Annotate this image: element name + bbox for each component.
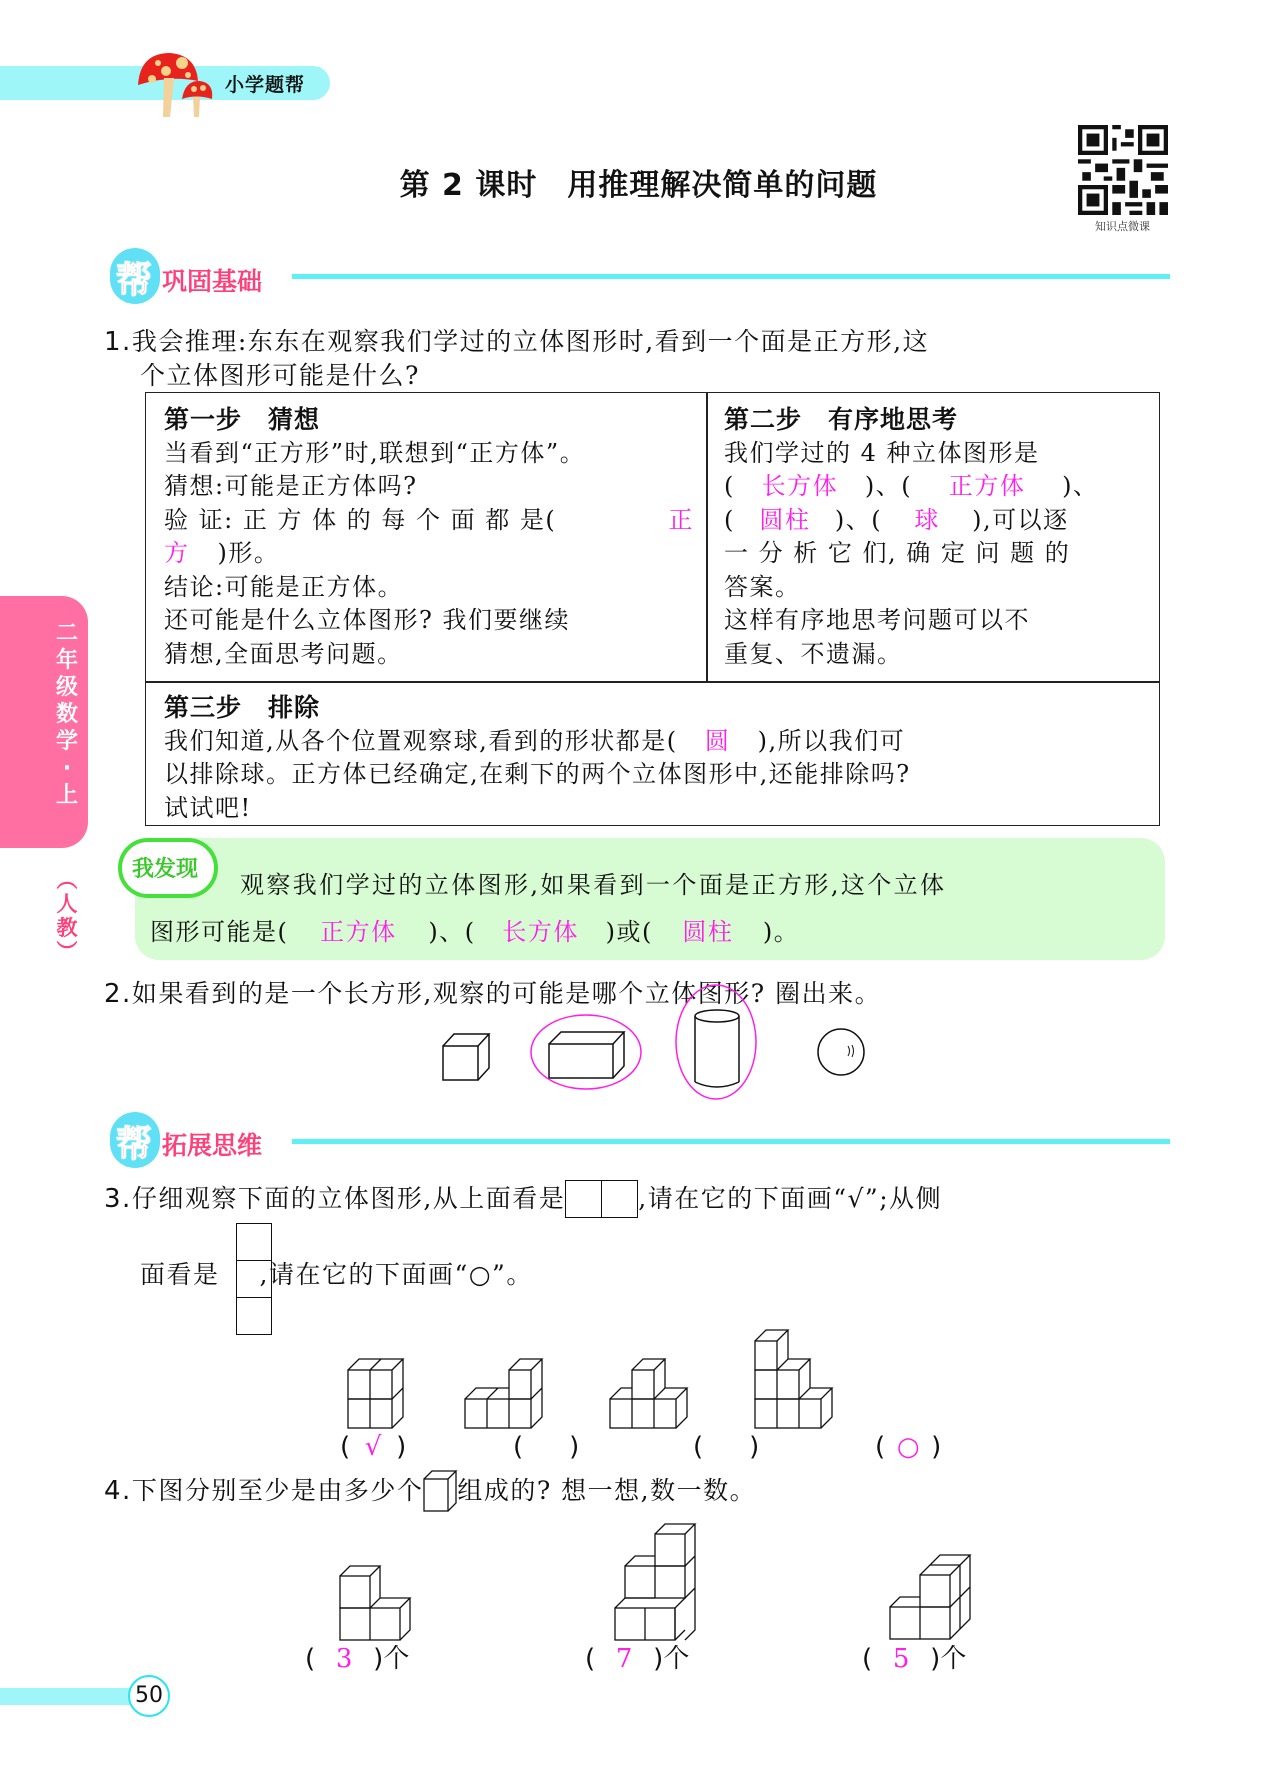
edition-label: ︵ 人 教 ︶ bbox=[56, 868, 78, 964]
section-title: 巩固基础 bbox=[162, 267, 263, 296]
lesson-topic: 用推理解决简单的问题 bbox=[567, 168, 878, 203]
section-header-extend bbox=[110, 1112, 310, 1168]
step-2-cell: 第二步 有序地思考 我们学过的 4 种立体图形是 ( 长方体 )、( 正方体 )、 ( 圆柱 )、( 球 ),可以逐 一 分 析 它 们, 确 定 问 题 的 答案。 这样有序地思考问题可以不 重复、不遗漏。 bbox=[724, 403, 1149, 671]
step-text: )形。 bbox=[217, 539, 280, 567]
question-4 bbox=[104, 1470, 756, 1512]
question-3-line-2 bbox=[140, 1258, 533, 1292]
step-text: ),可以逐 bbox=[972, 505, 1069, 534]
answer-text: 长方体 bbox=[761, 472, 839, 500]
question-text: ,请在它的下面画“○”。 bbox=[259, 1260, 533, 1289]
answer-text: 正方体 bbox=[320, 918, 397, 946]
answer-text: 长方体 bbox=[502, 918, 579, 946]
section-badge: 帮 bbox=[116, 1124, 153, 1165]
cuboid-shape[interactable] bbox=[549, 1032, 624, 1078]
discovery-text: )。 bbox=[762, 918, 800, 946]
section-badge: 帮 bbox=[116, 260, 153, 301]
step-heading: 第二步 有序地思考 bbox=[724, 405, 959, 434]
question-text: 我会推理:东东在观察我们学过的立体图形时,看到一个面是正方形,这 bbox=[131, 327, 930, 356]
question-text: 如果看到的是一个长方形,观察的可能是哪个立体图形? 圈出来。 bbox=[131, 979, 882, 1008]
q3-answer-d[interactable]: ( ○ ) bbox=[875, 1432, 942, 1462]
discovery-text: 观察我们学过的立体图形,如果看到一个面是正方形,这个立体 bbox=[240, 871, 947, 899]
q3-answer-b[interactable]: ( ) bbox=[513, 1432, 580, 1462]
figure-b bbox=[465, 1359, 542, 1428]
reasoning-table bbox=[145, 392, 1160, 826]
discovery-text: )、( bbox=[428, 918, 476, 946]
figure-3-cubes bbox=[340, 1566, 410, 1640]
step-heading: 第一步 猜想 bbox=[164, 405, 321, 434]
discovery-text: 图形可能是( bbox=[150, 918, 289, 946]
page-number: 50 bbox=[128, 1675, 170, 1717]
q2-shapes bbox=[430, 1010, 880, 1120]
step-text: 我们知道,从各个位置观察球,看到的形状都是( bbox=[164, 726, 678, 755]
question-text: 组成的? 想一想,数一数。 bbox=[457, 1476, 757, 1505]
q4-figures bbox=[330, 1510, 1010, 1640]
answer-text: 正方体 bbox=[948, 472, 1026, 500]
question-number: 2. bbox=[104, 979, 132, 1009]
answer-text: 球 bbox=[914, 505, 940, 534]
question-text: 面看是 bbox=[140, 1260, 220, 1289]
step-text: 一 分 析 它 们, 确 定 问 题 的 bbox=[724, 539, 1071, 567]
figure-d bbox=[755, 1330, 832, 1428]
answer-text: 圆柱 bbox=[759, 505, 811, 534]
question-number: 1. bbox=[104, 327, 132, 357]
q3-answer-c[interactable]: ( ) bbox=[693, 1432, 760, 1462]
cube-shape[interactable] bbox=[443, 1034, 489, 1080]
mushroom-icon bbox=[130, 45, 220, 115]
q4-answer-b[interactable]: ( 7 )个 bbox=[585, 1644, 690, 1674]
discovery-badge bbox=[118, 838, 222, 910]
answer-text: 正 bbox=[668, 505, 694, 534]
q4-answer-c[interactable]: ( 5 )个 bbox=[862, 1644, 967, 1674]
cylinder-shape[interactable] bbox=[695, 1010, 739, 1087]
step-text: 试试吧! bbox=[164, 793, 252, 822]
step-text: 猜想,全面思考问题。 bbox=[164, 639, 403, 668]
q3-answer-a[interactable]: ( √ ) bbox=[340, 1432, 407, 1462]
question-text: 仔细观察下面的立体图形,从上面看是 bbox=[131, 1184, 566, 1213]
answer-text: 方 bbox=[164, 539, 190, 567]
q4-answer-a[interactable]: ( 3 )个 bbox=[305, 1644, 410, 1674]
step-heading: 第三步 排除 bbox=[164, 693, 321, 722]
table-divider bbox=[706, 393, 708, 681]
question-number: 3. bbox=[104, 1184, 132, 1214]
sphere-shape[interactable] bbox=[818, 1029, 864, 1075]
qr-label: 知识点微课 bbox=[1095, 220, 1150, 233]
step-text: 猜想:可能是正方体吗? bbox=[164, 472, 418, 500]
figure-a bbox=[348, 1359, 403, 1428]
question-2 bbox=[104, 977, 881, 1011]
lesson-number: 第 2 课时 bbox=[399, 168, 538, 203]
brand-name: 小学题帮 bbox=[225, 74, 306, 96]
unit-cube-icon bbox=[423, 1470, 457, 1512]
step-1-cell bbox=[164, 403, 694, 671]
section-divider bbox=[292, 274, 1170, 279]
discovery-text: )或( bbox=[605, 918, 653, 946]
figure-5-cubes bbox=[890, 1555, 970, 1639]
question-text: 个立体图形可能是什么? bbox=[140, 361, 420, 390]
discovery-label: 我发现 bbox=[132, 857, 199, 882]
qr-code[interactable] bbox=[1078, 125, 1168, 215]
section-title: 拓展思维 bbox=[162, 1131, 263, 1160]
step-text: ),所以我们可 bbox=[757, 726, 906, 755]
section-divider bbox=[292, 1139, 1170, 1144]
section-header-basic bbox=[110, 248, 310, 304]
question-text: ,请在它的下面画“√”;从侧 bbox=[638, 1184, 943, 1213]
top-view-figure bbox=[565, 1180, 638, 1218]
step-text: 我们学过的 4 种立体图形是 bbox=[724, 438, 1040, 467]
discovery-answer-line bbox=[150, 915, 799, 949]
grade-label: 二 年 级 数 学 · 上 bbox=[55, 621, 78, 808]
question-3-line-1 bbox=[104, 1180, 942, 1218]
footer-band bbox=[0, 1688, 135, 1705]
step-text: 重复、不遗漏。 bbox=[724, 639, 903, 668]
answer-text: 圆 bbox=[704, 726, 731, 755]
step-3-cell bbox=[164, 691, 1144, 825]
step-text: 答案。 bbox=[724, 572, 801, 601]
step-text: 以排除球。正方体已经确定,在剩下的两个立体图形中,还能排除吗? bbox=[164, 760, 911, 788]
q3-figures bbox=[340, 1330, 980, 1440]
figure-c bbox=[610, 1359, 687, 1428]
figure-7-cubes bbox=[615, 1524, 695, 1640]
step-text: 当看到“正方形”时,联想到“正方体”。 bbox=[164, 438, 586, 467]
step-text: 这样有序地思考问题可以不 bbox=[724, 606, 1030, 634]
step-text: 还可能是什么立体图形? 我们要继续 bbox=[164, 606, 570, 634]
question-1 bbox=[104, 325, 1184, 393]
step-text: 结论:可能是正方体。 bbox=[164, 572, 404, 601]
answer-text: 圆柱 bbox=[682, 918, 734, 946]
question-text: 下图分别至少是由多少个 bbox=[131, 1476, 424, 1505]
question-number: 4. bbox=[104, 1476, 132, 1506]
table-divider bbox=[146, 681, 1159, 683]
step-text: 验 证: 正 方 体 的 每 个 面 都 是( bbox=[164, 505, 557, 534]
